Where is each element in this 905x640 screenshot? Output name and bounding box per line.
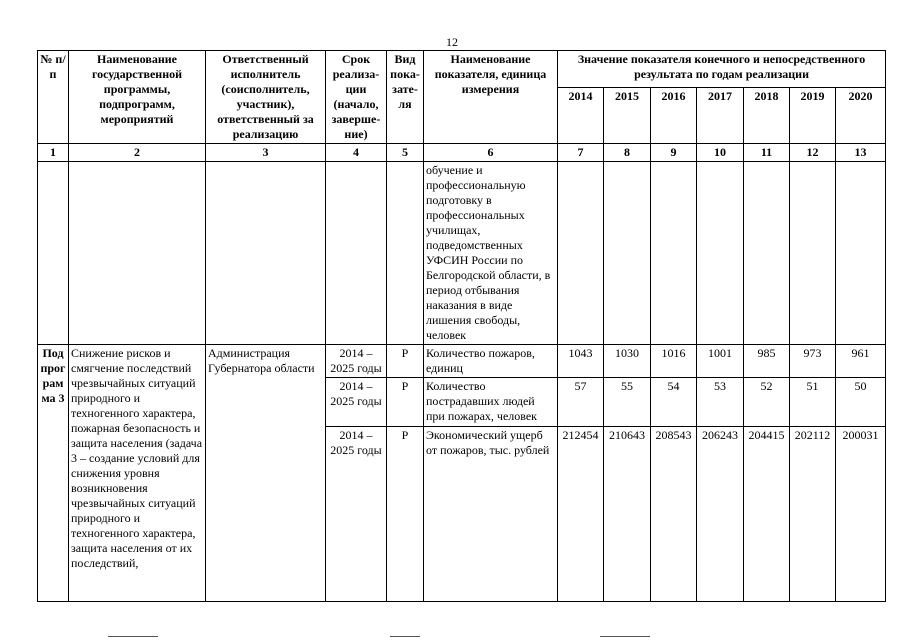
indicator-value: 50 <box>836 378 886 427</box>
indicator-value: 51 <box>790 378 836 427</box>
indicator-value: 57 <box>558 378 604 427</box>
column-number: 12 <box>790 144 836 162</box>
indicator-type: Р <box>387 345 424 378</box>
header-year: 2015 <box>604 87 651 143</box>
indicator-type: Р <box>387 378 424 427</box>
header-year: 2016 <box>651 87 697 143</box>
indicator-value: 973 <box>790 345 836 378</box>
header-indicator-type: Вид пока-зате-ля <box>387 51 424 144</box>
header-row <box>38 51 886 88</box>
column-number: 10 <box>697 144 744 162</box>
indicator-term: 2014 – 2025 годы <box>326 378 387 427</box>
indicator-value: 1016 <box>651 345 697 378</box>
page-number: 12 <box>446 35 458 49</box>
indicator-value: 1043 <box>558 345 604 378</box>
column-numbers-row <box>38 144 886 162</box>
subprogram-number: Под прог рам ма 3 <box>38 345 69 602</box>
indicator-value: 1001 <box>697 345 744 378</box>
column-number: 6 <box>424 144 558 162</box>
indicator-value: 200031 <box>836 427 886 602</box>
column-number: 7 <box>558 144 604 162</box>
indicator-value: 52 <box>744 378 790 427</box>
header-number: № п/п <box>38 51 69 144</box>
header-year: 2014 <box>558 87 604 143</box>
header-program-name: Наименование государственной программы, подпрограмм, мероприятий <box>69 51 206 144</box>
scan-artifact <box>390 636 420 637</box>
column-number: 11 <box>744 144 790 162</box>
indicator-value: 206243 <box>697 427 744 602</box>
indicator-value: 53 <box>697 378 744 427</box>
subprogram-name: Снижение рисков и смягчение последствий чрезвычайных ситуаций природного и техногенного характера, пожарная безопасность и защита населения (задача 3 – создание условий для снижения уровня возникновения чрезвычайных ситуаций природного и техногенного характера, защита населения от их последствий, <box>69 345 206 602</box>
scan-artifact <box>600 636 650 637</box>
column-number: 1 <box>38 144 69 162</box>
continuation-row <box>38 162 886 345</box>
header-executor: Ответственный исполнитель (соисполнитель, участник), ответственный за реализацию <box>206 51 326 144</box>
subprogram-executor: Администрация Губернатора области <box>206 345 326 602</box>
indicator-name: Экономический ущерб от пожаров, тыс. рублей <box>424 427 558 602</box>
column-number: 4 <box>326 144 387 162</box>
column-number: 3 <box>206 144 326 162</box>
indicator-value: 204415 <box>744 427 790 602</box>
indicator-value: 202112 <box>790 427 836 602</box>
indicator-value: 961 <box>836 345 886 378</box>
indicator-value: 55 <box>604 378 651 427</box>
continuation-indicator-name: обучение и профессиональную подготовку в профессиональных училищах, подведомственных УФСИН России по Белгородской области, в период отбывания наказания в виде лишения свободы, человек <box>424 162 558 345</box>
header-values-group: Значение показателя конечного и непосредственного результата по годам реализации <box>558 51 886 88</box>
indicators-table <box>37 50 886 602</box>
indicator-term: 2014 – 2025 годы <box>326 345 387 378</box>
indicator-name: Количество пострадавших людей при пожарах, человек <box>424 378 558 427</box>
column-number: 2 <box>69 144 206 162</box>
indicator-value: 1030 <box>604 345 651 378</box>
header-year: 2018 <box>744 87 790 143</box>
header-year: 2017 <box>697 87 744 143</box>
indicator-value: 54 <box>651 378 697 427</box>
scan-artifact <box>108 636 158 637</box>
indicator-type: Р <box>387 427 424 602</box>
header-indicator-name: Наименование показателя, единица измерения <box>424 51 558 144</box>
indicator-value: 210643 <box>604 427 651 602</box>
header-year: 2020 <box>836 87 886 143</box>
table-row <box>38 345 886 378</box>
column-number: 8 <box>604 144 651 162</box>
indicator-value: 212454 <box>558 427 604 602</box>
indicator-value: 985 <box>744 345 790 378</box>
header-term: Срок реализа-ции (начало, заверше-ние) <box>326 51 387 144</box>
indicator-term: 2014 – 2025 годы <box>326 427 387 602</box>
header-year: 2019 <box>790 87 836 143</box>
indicator-value: 208543 <box>651 427 697 602</box>
column-number: 9 <box>651 144 697 162</box>
column-number: 13 <box>836 144 886 162</box>
indicator-name: Количество пожаров, единиц <box>424 345 558 378</box>
column-number: 5 <box>387 144 424 162</box>
